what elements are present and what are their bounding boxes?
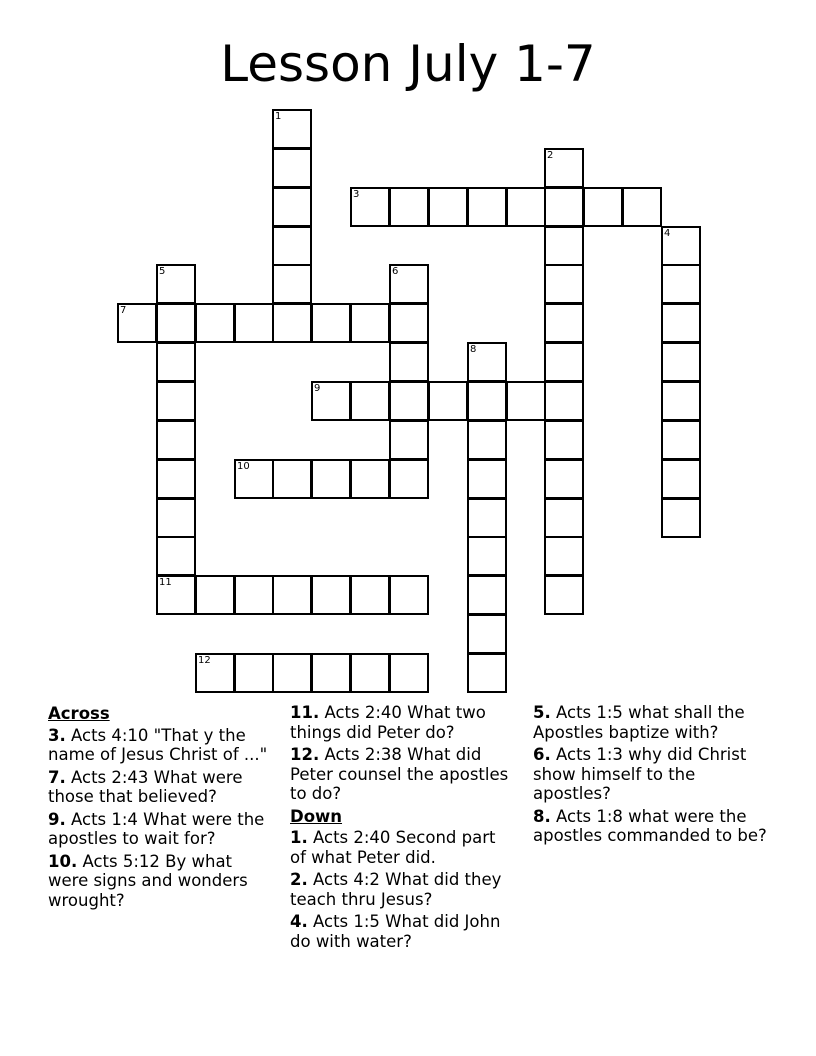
- grid-cell[interactable]: [272, 459, 312, 499]
- grid-cell[interactable]: [234, 653, 274, 693]
- clue-number: 10.: [48, 851, 78, 871]
- grid-cell[interactable]: [544, 303, 584, 343]
- grid-cell[interactable]: [156, 536, 196, 576]
- clue-number: 4.: [290, 912, 308, 931]
- grid-cell[interactable]: [544, 420, 584, 460]
- grid-cell[interactable]: [350, 381, 390, 421]
- grid-cell[interactable]: [272, 109, 312, 149]
- grid-cell[interactable]: [350, 459, 390, 499]
- grid-cell[interactable]: [622, 187, 662, 227]
- cell-number: 5: [159, 266, 166, 277]
- grid-cell[interactable]: [467, 459, 507, 499]
- grid-cell[interactable]: [544, 498, 584, 538]
- grid-cell[interactable]: [661, 342, 701, 382]
- grid-cell[interactable]: [350, 187, 390, 227]
- clue-text: Acts 1:5 What did John do with water?: [290, 912, 501, 951]
- grid-cell[interactable]: [467, 342, 507, 382]
- grid-cell[interactable]: [156, 420, 196, 460]
- cell-number: 7: [120, 305, 127, 316]
- grid-cell[interactable]: [389, 264, 429, 304]
- grid-cell[interactable]: [234, 575, 274, 615]
- cell-number: 3: [353, 189, 360, 200]
- grid-cell[interactable]: [311, 381, 351, 421]
- clue-number: 9.: [48, 809, 66, 829]
- page-title: Lesson July 1-7: [220, 35, 596, 93]
- grid-cell[interactable]: [350, 653, 390, 693]
- cell-number: 1: [275, 111, 282, 122]
- grid-cell[interactable]: [389, 459, 429, 499]
- grid-cell[interactable]: [389, 303, 429, 343]
- clue-number: 1.: [290, 828, 308, 847]
- clue-across-3: [48, 726, 273, 765]
- grid-cell[interactable]: [661, 303, 701, 343]
- grid-cell[interactable]: [272, 148, 312, 188]
- grid-cell[interactable]: [389, 653, 429, 693]
- clue-across-10: [48, 852, 273, 911]
- grid-cell[interactable]: [195, 653, 235, 693]
- grid-cell[interactable]: [389, 342, 429, 382]
- grid-cell[interactable]: [156, 264, 196, 304]
- clue-number: 7.: [48, 767, 66, 787]
- grid-cell[interactable]: [467, 187, 507, 227]
- grid-cell[interactable]: [544, 575, 584, 615]
- clue-text: Acts 4:2 What did they teach thru Jesus?: [290, 870, 502, 909]
- grid-cell[interactable]: [156, 459, 196, 499]
- grid-cell[interactable]: [467, 420, 507, 460]
- grid-cell[interactable]: [544, 459, 584, 499]
- down-header: Down: [290, 806, 343, 826]
- clue-down-2: [290, 870, 515, 909]
- clue-number: 6.: [533, 745, 551, 764]
- grid-cell[interactable]: [156, 303, 196, 343]
- grid-cell[interactable]: [311, 303, 351, 343]
- grid-cell[interactable]: [467, 653, 507, 693]
- grid-cell[interactable]: [389, 420, 429, 460]
- grid-cell[interactable]: [661, 381, 701, 421]
- cell-number: 8: [470, 344, 477, 355]
- clue-text: Acts 2:40 What two things did Peter do?: [290, 703, 486, 742]
- clue-down-4: [290, 912, 515, 951]
- grid-cell[interactable]: [467, 536, 507, 576]
- grid-cell[interactable]: [661, 498, 701, 538]
- grid-cell[interactable]: [544, 187, 584, 227]
- clue-text: Acts 2:38 What did Peter counsel the apostles to do?: [290, 745, 509, 803]
- cell-number: 12: [198, 655, 211, 666]
- clues-column-3: [533, 703, 773, 849]
- clue-across-9: [48, 810, 273, 849]
- grid-cell[interactable]: [311, 575, 351, 615]
- grid-cell[interactable]: [272, 264, 312, 304]
- clues-column-1: [48, 703, 273, 913]
- cell-number: 2: [547, 150, 554, 161]
- grid-cell[interactable]: [467, 575, 507, 615]
- clues-column-2: [290, 703, 515, 954]
- grid-cell[interactable]: [467, 614, 507, 654]
- grid-cell[interactable]: [428, 381, 468, 421]
- clue-number: 5.: [533, 703, 551, 722]
- clue-down-8: [533, 807, 773, 846]
- grid-cell[interactable]: [195, 575, 235, 615]
- clue-text: Acts 5:12 By what were signs and wonders wrought?: [48, 851, 248, 910]
- grid-cell[interactable]: [661, 459, 701, 499]
- clue-text: Acts 2:40 Second part of what Peter did.: [290, 828, 496, 867]
- clue-down-1: [290, 828, 515, 867]
- grid-cell[interactable]: [350, 575, 390, 615]
- clue-number: 12.: [290, 745, 320, 764]
- clue-text: Acts 1:8 what were the apostles commanded to be?: [533, 806, 767, 845]
- grid-cell[interactable]: [156, 498, 196, 538]
- grid-cell[interactable]: [311, 459, 351, 499]
- cell-number: 6: [392, 266, 399, 277]
- clue-down-6: [533, 745, 773, 804]
- grid-cell[interactable]: [428, 187, 468, 227]
- grid-cell[interactable]: [467, 381, 507, 421]
- grid-cell[interactable]: [544, 226, 584, 266]
- grid-cell[interactable]: [272, 575, 312, 615]
- grid-cell[interactable]: [234, 303, 274, 343]
- grid-cell[interactable]: [544, 148, 584, 188]
- grid-cell[interactable]: [661, 226, 701, 266]
- grid-cell[interactable]: [156, 381, 196, 421]
- grid-cell[interactable]: [661, 420, 701, 460]
- grid-cell[interactable]: [544, 342, 584, 382]
- across-header: Across: [48, 704, 110, 723]
- grid-cell[interactable]: [272, 303, 312, 343]
- clue-text: Acts 2:43 What were those that believed?: [48, 767, 243, 806]
- clue-text: Acts 1:4 What were the apostles to wait for?: [48, 809, 265, 848]
- cell-number: 9: [314, 383, 321, 394]
- clue-across-7: [48, 768, 273, 807]
- cell-number: 10: [237, 461, 250, 472]
- clue-number: 3.: [48, 725, 66, 745]
- grid-cell[interactable]: [272, 226, 312, 266]
- grid-cell[interactable]: [389, 381, 429, 421]
- grid-cell[interactable]: [506, 187, 546, 227]
- grid-cell[interactable]: [583, 187, 623, 227]
- cell-number: 11: [159, 577, 172, 588]
- grid-cell[interactable]: [506, 381, 546, 421]
- clue-across-11: [290, 703, 515, 742]
- clue-across-12: [290, 745, 515, 804]
- grid-cell[interactable]: [117, 303, 157, 343]
- grid-cell[interactable]: [156, 575, 196, 615]
- grid-cell[interactable]: [272, 187, 312, 227]
- grid-cell[interactable]: [195, 303, 235, 343]
- grid-cell[interactable]: [350, 303, 390, 343]
- clue-text: Acts 1:5 what shall the Apostles baptize with?: [533, 703, 745, 742]
- cell-number: 4: [664, 228, 671, 239]
- grid-cell[interactable]: [156, 342, 196, 382]
- clue-text: Acts 4:10 "That y the name of Jesus Christ of ...": [48, 725, 268, 764]
- grid-cell[interactable]: [544, 264, 584, 304]
- clue-number: 2.: [290, 870, 308, 889]
- clue-text: Acts 1:3 why did Christ show himself to the apostles?: [533, 745, 747, 803]
- grid-cell[interactable]: [544, 536, 584, 576]
- clue-down-5: [533, 703, 773, 742]
- grid-cell[interactable]: [272, 653, 312, 693]
- grid-cell[interactable]: [234, 459, 274, 499]
- clue-number: 11.: [290, 703, 320, 722]
- grid-cell[interactable]: [389, 187, 429, 227]
- clue-number: 8.: [533, 806, 551, 826]
- grid-cell[interactable]: [467, 498, 507, 538]
- grid-cell[interactable]: [661, 264, 701, 304]
- grid-cell[interactable]: [544, 381, 584, 421]
- grid-cell[interactable]: [311, 653, 351, 693]
- grid-cell[interactable]: [389, 575, 429, 615]
